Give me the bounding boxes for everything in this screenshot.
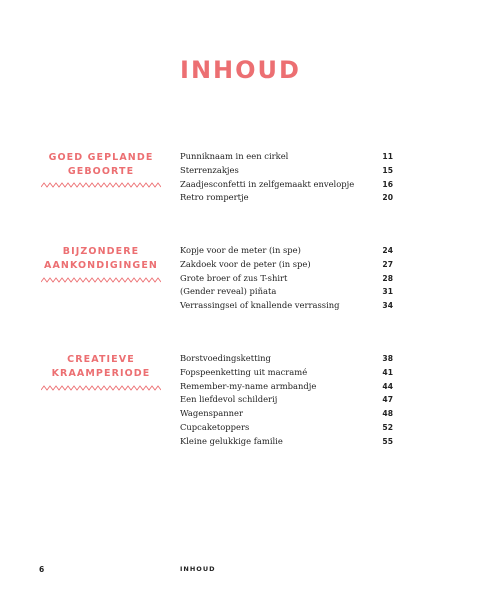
toc-entry-title: Sterrenzakjes <box>180 164 239 175</box>
section-heading-line: BIJZONDERE <box>62 246 140 257</box>
toc-page-number: 52 <box>382 422 393 432</box>
toc-entry-title: Wagenspanner <box>180 408 243 419</box>
section-heading <box>30 151 172 178</box>
toc-entry-title: Remember-my-name armbandje <box>180 380 317 391</box>
toc-page-number: 27 <box>382 259 393 269</box>
toc-page-number: 20 <box>382 193 393 203</box>
toc-entry-title: (Gender reveal) piñata <box>180 286 277 297</box>
toc-entry-title: Een liefdevol schilderij <box>180 394 278 405</box>
toc-page-number: 44 <box>382 381 393 391</box>
zigzag-divider <box>41 182 161 188</box>
section-heading-line: AANKONDIGINGEN <box>44 259 158 271</box>
toc-entry-title: Punniknaam in een cirkel <box>180 151 289 161</box>
section-heading <box>30 353 172 380</box>
toc-entry-title: Kleine gelukkige familie <box>180 435 283 446</box>
toc-entry[interactable] <box>180 273 393 287</box>
page-title: INHOUD <box>180 56 301 84</box>
toc-entry-title: Kopje voor de meter (in spe) <box>180 245 301 255</box>
toc-entry-title: Verrassingsei of knallende verrassing <box>180 300 340 311</box>
toc-entry[interactable] <box>180 179 393 193</box>
toc-page-number: 28 <box>382 273 393 283</box>
footer-running-title: INHOUD <box>180 565 216 573</box>
toc-entry[interactable] <box>180 245 393 259</box>
toc-entry-title: Fopspeenketting uit macramé <box>180 366 308 377</box>
toc-entry-list <box>180 245 393 314</box>
toc-page-number: 41 <box>382 367 393 377</box>
toc-entry-title: Zakdoek voor de peter (in spe) <box>180 258 311 269</box>
toc-entry-title: Borstvoedingsketting <box>180 353 271 363</box>
toc-entry[interactable] <box>180 408 393 422</box>
section-heading-line: GEBOORTE <box>67 165 135 177</box>
toc-page-number: 38 <box>382 354 393 363</box>
toc-entry-title: Grote broer of zus T-shirt <box>180 272 288 283</box>
toc-entry[interactable] <box>180 394 393 408</box>
toc-page-number: 15 <box>382 165 393 175</box>
zigzag-divider <box>41 277 161 283</box>
toc-entry[interactable] <box>180 367 393 381</box>
toc-entry[interactable] <box>180 165 393 179</box>
toc-page-number: 31 <box>382 287 393 297</box>
toc-page-number: 48 <box>382 409 393 419</box>
section-heading-line: GOED GEPLANDE <box>48 152 154 163</box>
toc-page-number: 11 <box>382 152 393 161</box>
toc-entry-title: Retro rompertje <box>180 192 249 203</box>
toc-page-number: 34 <box>382 301 393 311</box>
toc-entry[interactable] <box>180 286 393 300</box>
toc-entry[interactable] <box>180 259 393 273</box>
toc-entry[interactable] <box>180 300 393 314</box>
toc-entry[interactable] <box>180 353 393 367</box>
toc-entry[interactable] <box>180 436 393 450</box>
toc-entry-list <box>180 151 393 206</box>
toc-page-number: 55 <box>382 436 393 446</box>
footer-page-number: 6 <box>39 565 45 574</box>
toc-entry[interactable] <box>180 192 393 206</box>
toc-page-number: 24 <box>382 246 393 255</box>
toc-entry[interactable] <box>180 422 393 436</box>
section-heading <box>30 245 172 272</box>
zigzag-divider <box>41 385 161 391</box>
toc-entry[interactable] <box>180 151 393 165</box>
toc-entry-list <box>180 353 393 450</box>
toc-page-number: 47 <box>382 395 393 405</box>
section-heading-line: KRAAMPERIODE <box>51 367 151 379</box>
toc-page-number: 16 <box>382 179 393 189</box>
toc-entry-title: Cupcaketoppers <box>180 421 250 432</box>
section-heading-line: CREATIEVE <box>67 354 135 365</box>
toc-entry-title: Zaadjesconfetti in zelfgemaakt envelopje <box>180 178 355 189</box>
toc-entry[interactable] <box>180 381 393 395</box>
